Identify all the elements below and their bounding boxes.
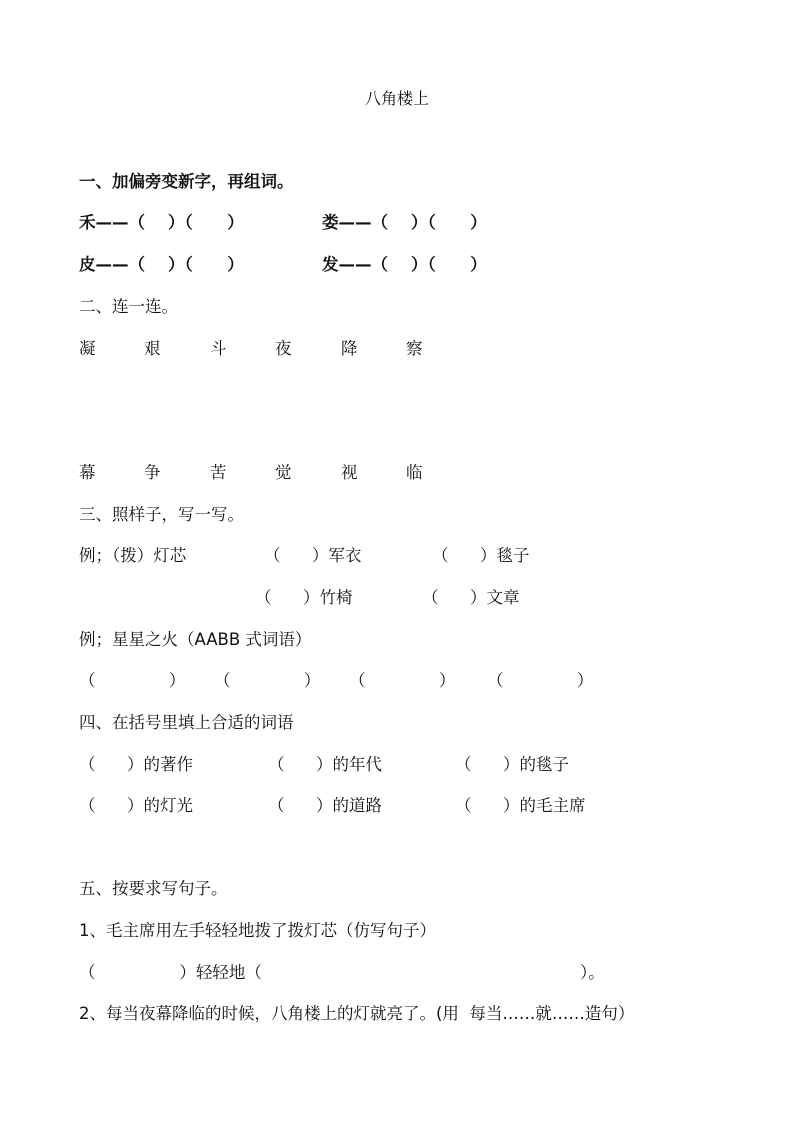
fill-item: （ ）的毯子 (455, 755, 569, 774)
question-1: 1、毛主席用左手轻轻地拨了拨灯芯（仿写句子） (79, 921, 436, 940)
radical-item: 禾——（ ）（ ） (79, 213, 244, 232)
section-1-heading: 一、加偏旁变新字，再组词。 (79, 172, 294, 191)
fill-item: （ ）的道路 (268, 796, 382, 815)
section-5-heading: 五、按要求写句子。 (79, 879, 228, 898)
fill-item: （ ）的年代 (268, 755, 382, 774)
fill-item: （ ）的著作 (79, 755, 193, 774)
example-item: （ ）毯子 (432, 546, 530, 565)
blank-item: （ ） (349, 671, 456, 690)
match-char: 察 (406, 339, 423, 358)
example-item: （ ）竹椅 (255, 588, 353, 607)
match-char: 艰 (144, 339, 161, 358)
match-char: 视 (341, 463, 358, 482)
radical-item: 娄——（ ）（ ） (322, 213, 487, 232)
match-char: 幕 (79, 463, 96, 482)
page-title: 八角楼上 (364, 89, 429, 108)
fill-item: （ ）轻轻地（ (79, 963, 262, 982)
example-item: （ ）军衣 (264, 546, 362, 565)
section-2-heading: 二、连一连。 (79, 297, 178, 316)
match-char: 觉 (275, 463, 292, 482)
blank-item: （ ） (79, 671, 186, 690)
section-3-heading: 三、照样子，写一写。 (79, 505, 244, 524)
radical-item: 皮——（ ）（ ） (79, 255, 244, 274)
blank-item: （ ） (487, 671, 594, 690)
radical-item: 发——（ ）（ ） (322, 255, 487, 274)
example-item: （ ）文章 (422, 588, 520, 607)
blank-item: （ ） (214, 671, 321, 690)
section-4-heading: 四、在括号里填上合适的词语 (79, 713, 294, 732)
fill-item: （ ）的毛主席 (455, 796, 586, 815)
match-char: 夜 (275, 339, 292, 358)
example-item: 例；（拨）灯芯 (79, 546, 187, 565)
match-char: 斗 (210, 339, 227, 358)
match-char: 凝 (79, 339, 96, 358)
fill-item: ）。 (580, 963, 605, 982)
fill-item: （ ）的灯光 (79, 796, 193, 815)
match-char: 争 (144, 463, 161, 482)
question-2: 2、每当夜幕降临的时候，八角楼上的灯就亮了。(用 每当……就……造句） (79, 1004, 635, 1023)
match-char: 降 (341, 339, 358, 358)
match-char: 临 (406, 463, 423, 482)
match-char: 苦 (210, 463, 227, 482)
example-2-label: 例；星星之火（AABB 式词语） (79, 630, 312, 649)
